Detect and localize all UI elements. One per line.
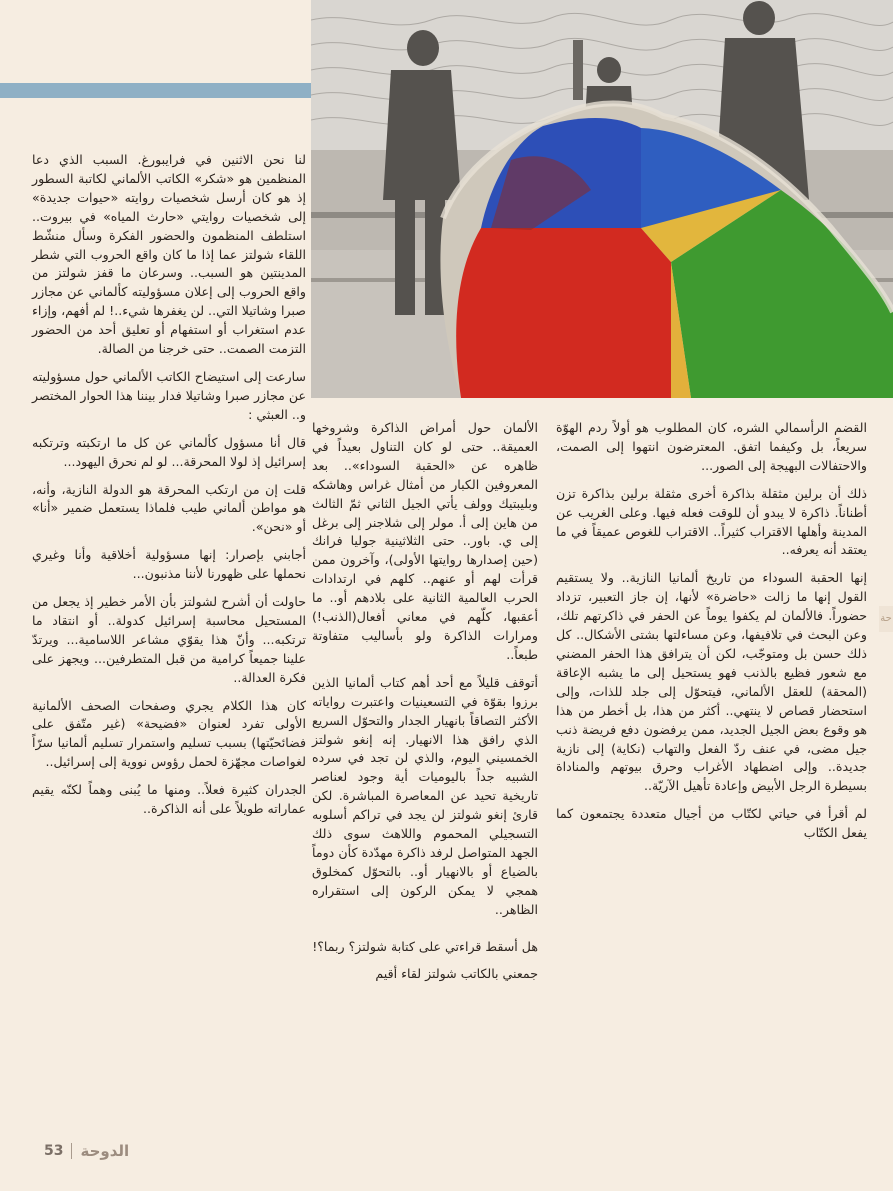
page-number: 53 — [44, 1143, 64, 1159]
side-tab: حة — [879, 606, 893, 632]
article-paragraph: الجدران كثيرة فعلاً.. ومنها ما يُبنى وهماً لكنّه يقيم عماراته طويلاً على أنه الذاكرة.. — [32, 782, 306, 817]
article-paragraph: حاولت أن أشرح لشولتز بأن الأمر خطير إذ يجعل من المستحيل محاسبة إسرائيل كدولة.. أو انتقاد ما ترتكبه... وأنّ هذا يقوّي مشاعر اللاسامية... ويرتدّ علينا جميعاً كرامية من قبل المتطرفين... ويجهز على فكرة العدالة.. — [32, 594, 306, 685]
berlin-wall-photo — [311, 0, 893, 398]
article-paragraph: قلت إن من ارتكب المحرقة هو الدولة النازية، وأنه، هو مواطن ألماني طيب فلماذا يستعمل ضمير «أنا» أو «نحن». — [32, 481, 306, 535]
magazine-logo: الدوحة — [80, 1142, 130, 1160]
article-paragraph: ذلك أن برلين مثقلة بذاكرة أخرى مثقلة برلين بذاكرة تزن أطناناً. ذاكرة لا يبدو أن للوقت فعله فيها. وعلى الغريب عن المدينة وأهلها الاقتراب كثيراً.. الاقتراب للغوص عميقاً في ما يعتقد أنه يعرفه.. — [556, 485, 867, 558]
article-paragraph: إنها الحقبة السوداء من تاريخ ألمانيا النازية.. ولا يستقيم القول إنها ما زالت «حاضرة» لأنها، إن جاز التعبير، تزداد حضوراً. فالألمان لم يكفوا يوماً عن الحفر في ذاكرتهم تلك، وعن البحث في تلافيفها، وعن مساءلتها بشتى الأشكال.. كل ذلك حسن بل ومتوجّب، لكن أن يترافق هذا الحفر المضني مع شعور فظيع بالذنب فهو يستحيل إلى ما يشبه الإعاقة (المحقة) للعقل الألماني، فيتحوّل إلى جلد للذات، وإلى استحضار قصاص لا ينتهي.. أكثر من هذا، بل أخطر من هذا هو وقوع بعض الجيل الجديد، ممن يرفضون دفع فريضة ذنب جيل مضى، في عنف ردّ الفعل والتهاب (نكاية) إلى نازية جديدة.. وإلى اضطهاد الأغراب وحرق بيوتهم والمناداة بسيطرة الرجل الأبيض وإعادة تأهيل الآريّة.. — [556, 570, 867, 794]
accent-bar — [0, 83, 311, 98]
article-column-left — [32, 151, 306, 828]
article-paragraph: الألمان حول أمراض الذاكرة وشروخها العميقة.. حتى لو كان التناول بعيداً في ظاهره عن «الحقبة السوداء».. بعد المعروفين الكبار من أمثال غراس وهاشكه وبليبتيك وولف يأتي الجيل الثاني ثمّ الثالث من هاين إلى أ. مولر إلى شلاجنر إلى برغل إلى ي. باور.. حتى الثلاثينية جوليا فرانك (حين إصدارها روايتها الأولى)، وآخرون ممن قرأت لهم أو عنهم.. كلهم في ارتدادات الحرب العالمية الثانية على بلادهم أو.. ما أعقبها، كلّهم في معاني أفعال(الذنب!) ومرارات الذاكرة ولو بأساليب متفاوتة طبعاً.. — [312, 420, 538, 662]
article-paragraph: لم أقرأ في حياتي لكتّاب من أجيال متعددة يجتمعون كما يفعل الكتّاب — [556, 806, 867, 841]
article-paragraph: القضم الرأسمالي الشره، كان المطلوب هو أولاً ردم الهوّة سريعاً، بل وكيفما اتفق. المعترضون انتهوا إلى الصمت، والاحتفالات البهيجة إلى الصور... — [556, 420, 867, 473]
article-paragraph: هل أسقط قراءتي على كتابة شولتز؟ ربما؟! — [312, 938, 538, 954]
footer-divider — [71, 1143, 72, 1159]
article-paragraph: سارعت إلى استيضاح الكاتب الألماني حول مسؤوليته عن مجازر صبرا وشاتيلا فدار بيننا هذا الحوار المختصر و.. العبثي : — [32, 368, 306, 422]
article-paragraph: قال أنا مسؤول كألماني عن كل ما ارتكبته وترتكبه إسرائيل إذ لولا المحرقة... لو لم نحرق اليهود... — [32, 434, 306, 469]
article-paragraph: كان هذا الكلام يجري وصفحات الصحف الألمانية الأولى تفرد لعنوان «فضيحة» (غير متّفق على فضائحيّتها) بسبب تسليم واستمرار تسليم ألمانيا سرّاً لغواصات مجهّزة لحمل رؤوس نووية إلى إسرائيل.. — [32, 697, 306, 770]
article-paragraph: أتوقف قليلاً مع أحد أهم كتاب ألمانيا الذين برزوا بقوّة في التسعينيات واعتبرت رواياته الأكثر التصاقاً بانهيار الجدار والتحوّل السريع الذي رافق هذا الانهيار. إنه إنغو شولتز الخمسيني اليوم، والذي لن تجد في سرده الشبيه جداً باليوميات أية وجود لعناصر تاريخية تحيد عن المعاصرة المباشرة. لكن قارئ إنغو شولتز لن يجد في تراكم أسلوبه التسجيلي المحموم واللاهث سوى ذلك الجهد المتواصل لرفد ذاكرة مهدّدة كأن دوماً بالضياع أو بالانهيار أو.. بالتحوّل كمخلوق همجي لا يمكن الركون إلى استقراره الظاهر.. — [312, 674, 538, 917]
berlin-wall-fragment-photo-icon — [311, 0, 893, 398]
article-column-right — [556, 419, 867, 852]
article-paragraph: أجابني بإصرار: إنها مسؤولية أخلاقية وأنا وغيري نحملها على ظهورنا لأننا مذنبون... — [32, 547, 306, 582]
article-column-middle — [312, 419, 538, 993]
article-paragraph: لنا نحن الاثنين في فرايبورغ. السبب الذي دعا المنظمين هو «شكر» الكاتب الألماني لكاتبة السطور إذ هو كان أرسل شخصيات روايته «حيوات جديدة» إلى شخصيات روايتي «حارث المياه» في بيروت.. استلطف المنظمون والحضور الفكرة وسأل منشّط اللقاء شولتز عما إذا ما كان واقع الحروب التي شطر المدينتين هو السبب.. وسرعان ما قفز شولتز من واقع الحروب إلى إعلان مسؤوليته كألماني عن مجازر صبرا وشاتيلا التي.. لن يغفرها شيء..! لم أفهم، وإزاء عدم استغراب أو استفهام أو تعليق أحد من الحضور التزمت الصمت.. حتى خرجنا من الصالة. — [32, 152, 306, 357]
page-footer — [44, 1140, 129, 1162]
article-paragraph: جمعني بالكاتب شولتز لقاء أقيم — [375, 966, 538, 982]
